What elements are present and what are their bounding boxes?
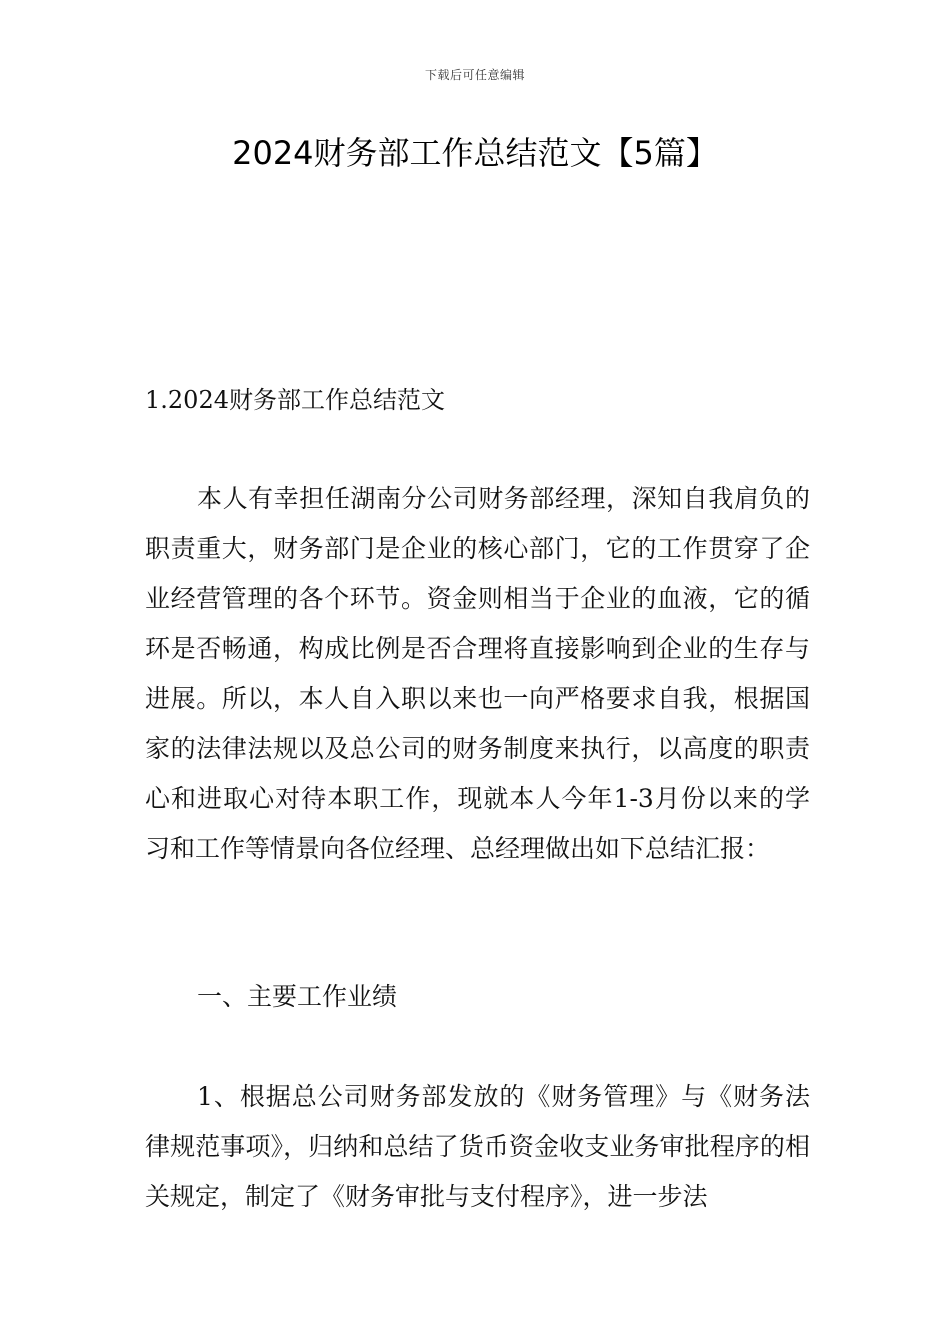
- intro-paragraph: 本人有幸担任湖南分公司财务部经理，深知自我肩负的职责重大，财务部门是企业的核心部门，它的工作贯穿了企业经营管理的各个环节。资金则相当于企业的血液，它的循环是否畅通，构成比例是否合理将直接影响到企业的生存与进展。所以，本人自入职以来也一向严格要求自我，根据国家的法律法规以及总公司的财务制度来执行，以高度的职责心和进取心对待本职工作，现就本人今年1-3月份以来的学习和工作等情景向各位经理、总经理做出如下总结汇报：: [145, 484, 810, 863]
- document-title: 2024财务部工作总结范文【5篇】: [232, 134, 718, 172]
- section-heading: 1.2024财务部工作总结范文: [145, 386, 445, 414]
- header-note: 下载后可任意编辑: [424, 68, 525, 82]
- item-1-paragraph: 1、根据总公司财务部发放的《财务管理》与《财务法律规范事项》，归纳和总结了货币资金收支业务审批程序的相关规定，制定了《财务审批与支付程序》，进一步法: [145, 1082, 810, 1211]
- subheading-main-achievements: 一、主要工作业绩: [197, 982, 398, 1011]
